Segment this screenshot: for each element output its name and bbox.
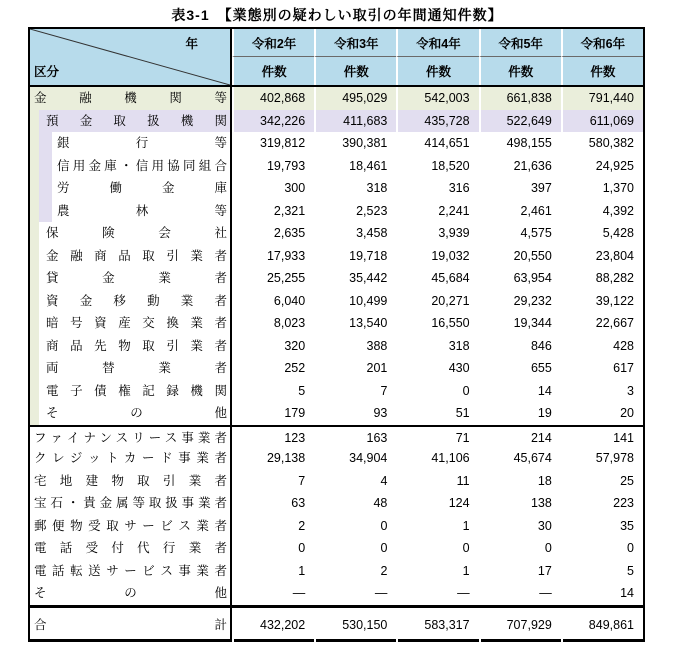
- cell-value: 316: [396, 177, 478, 200]
- cell-value: 138: [479, 492, 561, 515]
- cell-value: 63,954: [479, 267, 561, 290]
- corner-category-label: 区分: [34, 65, 60, 79]
- header-year-cell: 令和5年: [479, 29, 561, 57]
- row-label: 暗号資産交換業者: [46, 316, 227, 330]
- table-row: [30, 515, 643, 538]
- row-label: 農林等: [57, 203, 227, 218]
- table-row: [30, 560, 643, 583]
- table-body: [30, 87, 643, 639]
- row-label: 商品先物取引業者: [46, 338, 227, 353]
- row-label-cell: [30, 110, 232, 133]
- cell-value: 19: [479, 402, 561, 425]
- cell-value: 41,106: [396, 447, 478, 470]
- header-unit-cell: 件数: [479, 57, 561, 85]
- cell-value: 223: [561, 492, 643, 515]
- cell-value: 14: [479, 380, 561, 403]
- table-row: [30, 290, 643, 313]
- row-label: 宝石・貴金属等取扱事業者: [34, 496, 227, 510]
- cell-value: 214: [479, 427, 561, 450]
- table-corner-cell: [30, 29, 232, 85]
- cell-value: 39,122: [561, 290, 643, 313]
- cell-value: 23,804: [561, 245, 643, 268]
- cell-value: 397: [479, 177, 561, 200]
- cell-value: 8,023: [232, 312, 314, 335]
- cell-value: 707,929: [479, 608, 561, 642]
- cell-value: 495,029: [314, 87, 396, 110]
- header-year-cell: 令和6年: [561, 29, 643, 57]
- cell-value: 22,667: [561, 312, 643, 335]
- row-label-cell: [30, 492, 232, 515]
- table-header: [30, 29, 643, 87]
- row-label-cell: [30, 402, 232, 425]
- cell-value: 2,635: [232, 222, 314, 245]
- cell-value: 318: [314, 177, 396, 200]
- row-label: 貸金業者: [46, 271, 227, 285]
- cell-value: 48: [314, 492, 396, 515]
- cell-value: 252: [232, 357, 314, 380]
- row-label-cell: [30, 87, 232, 110]
- cell-value: 20: [561, 402, 643, 425]
- cell-value: 522,649: [479, 110, 561, 133]
- cell-value: 34,904: [314, 447, 396, 470]
- cell-value: 17,933: [232, 245, 314, 268]
- cell-value: 617: [561, 357, 643, 380]
- cell-value: 1: [396, 560, 478, 583]
- cell-value: 30: [479, 515, 561, 538]
- cell-value: 25: [561, 470, 643, 493]
- row-label: 金融機関等: [34, 91, 227, 105]
- row-label: 預金取扱機関: [46, 113, 227, 128]
- cell-value: 4: [314, 470, 396, 493]
- cell-value: 1,370: [561, 177, 643, 200]
- cell-value: 5: [232, 380, 314, 403]
- table-row: [30, 312, 643, 335]
- row-label-cell: [30, 200, 232, 223]
- header-unit-cell: 件数: [561, 57, 643, 85]
- row-label-cell: [30, 560, 232, 583]
- row-label-cell: [30, 380, 232, 403]
- header-unit-cell: 件数: [232, 57, 314, 85]
- cell-value: 14: [561, 582, 643, 605]
- cell-value: 0: [396, 537, 478, 560]
- cell-value: 388: [314, 335, 396, 358]
- table-row: [30, 470, 643, 493]
- table-row: [30, 447, 643, 470]
- cell-value: 3,458: [314, 222, 396, 245]
- cell-value: 93: [314, 402, 396, 425]
- cell-value: 18,520: [396, 155, 478, 178]
- cell-value: 2,461: [479, 200, 561, 223]
- cell-value: 402,868: [232, 87, 314, 110]
- row-label: ファイナンスリース事業者: [34, 430, 227, 445]
- cell-value: 1: [396, 515, 478, 538]
- row-label: 信用金庫・信用協同組合: [57, 158, 227, 173]
- row-label: 資金移動業者: [46, 293, 227, 308]
- cell-value: 20,271: [396, 290, 478, 313]
- row-label-cell: [30, 312, 232, 335]
- cell-value: 25,255: [232, 267, 314, 290]
- cell-value: 498,155: [479, 132, 561, 155]
- row-label-cell: [30, 290, 232, 313]
- row-label-cell: [30, 155, 232, 178]
- cell-value: 2,241: [396, 200, 478, 223]
- row-label-cell: [30, 582, 232, 605]
- cell-value: 57,978: [561, 447, 643, 470]
- row-label-cell: [30, 335, 232, 358]
- header-unit-cell: 件数: [314, 57, 396, 85]
- row-label-cell: [30, 357, 232, 380]
- header-year-cell: 令和4年: [396, 29, 478, 57]
- cell-value: 18: [479, 470, 561, 493]
- cell-value: 319,812: [232, 132, 314, 155]
- table-row: [30, 87, 643, 110]
- table-row: [30, 605, 643, 639]
- cell-value: 542,003: [396, 87, 478, 110]
- row-label-cell: [30, 267, 232, 290]
- row-label: 合計: [34, 617, 227, 632]
- table-row: [30, 380, 643, 403]
- cell-value: 6,040: [232, 290, 314, 313]
- cell-value: 18,461: [314, 155, 396, 178]
- cell-value: 2,321: [232, 200, 314, 223]
- row-label-cell: [30, 447, 232, 470]
- cell-value: 791,440: [561, 87, 643, 110]
- cell-value: 849,861: [561, 608, 643, 642]
- cell-value: 141: [561, 427, 643, 450]
- diagonal-divider-line: [30, 29, 230, 85]
- cell-value: 17: [479, 560, 561, 583]
- cell-value: 16,550: [396, 312, 478, 335]
- row-label: クレジットカード事業者: [34, 451, 227, 465]
- table-row: [30, 222, 643, 245]
- cell-value: 4,392: [561, 200, 643, 223]
- row-label-cell: [30, 537, 232, 560]
- cell-value: 10,499: [314, 290, 396, 313]
- cell-value: 0: [479, 537, 561, 560]
- table-row: [30, 402, 643, 425]
- row-label-cell: [30, 515, 232, 538]
- table-row: [30, 492, 643, 515]
- cell-value: 655: [479, 357, 561, 380]
- cell-value: 124: [396, 492, 478, 515]
- row-label-cell: [30, 608, 232, 642]
- cell-value: 435,728: [396, 110, 478, 133]
- row-label: 金融商品取引業者: [46, 248, 227, 263]
- cell-value: 661,838: [479, 87, 561, 110]
- table-row: [30, 582, 643, 605]
- cell-value: 414,651: [396, 132, 478, 155]
- row-label: 電話受付代行業者: [34, 541, 227, 555]
- cell-value: 300: [232, 177, 314, 200]
- cell-value: 21,636: [479, 155, 561, 178]
- cell-value: 2: [232, 515, 314, 538]
- cell-value: 0: [396, 380, 478, 403]
- cell-value: 71: [396, 427, 478, 450]
- cell-value: 846: [479, 335, 561, 358]
- table-row: [30, 357, 643, 380]
- notification-count-table: [28, 27, 645, 642]
- cell-value: 4,575: [479, 222, 561, 245]
- cell-value: 20,550: [479, 245, 561, 268]
- row-label: 労働金庫: [57, 181, 227, 195]
- cell-value: 45,674: [479, 447, 561, 470]
- table-row: [30, 132, 643, 155]
- row-label-cell: [30, 177, 232, 200]
- cell-value: 1: [232, 560, 314, 583]
- table-row: [30, 425, 643, 448]
- cell-value: 45,684: [396, 267, 478, 290]
- cell-value: 3,939: [396, 222, 478, 245]
- cell-value: 428: [561, 335, 643, 358]
- table-row: [30, 537, 643, 560]
- cell-value: 88,282: [561, 267, 643, 290]
- table-title: 表3-1 【業態別の疑わしい取引の年間通知件数】: [171, 7, 503, 23]
- cell-value: 19,344: [479, 312, 561, 335]
- cell-value: 19,718: [314, 245, 396, 268]
- cell-value: 611,069: [561, 110, 643, 133]
- cell-value: 19,032: [396, 245, 478, 268]
- cell-value: 19,793: [232, 155, 314, 178]
- cell-value: 3: [561, 380, 643, 403]
- row-label-cell: [30, 470, 232, 493]
- cell-value: 51: [396, 402, 478, 425]
- cell-value: 163: [314, 427, 396, 450]
- header-unit-cell: 件数: [396, 57, 478, 85]
- cell-value: 2: [314, 560, 396, 583]
- cell-value: 583,317: [396, 608, 478, 642]
- cell-value: 390,381: [314, 132, 396, 155]
- cell-value: 320: [232, 335, 314, 358]
- cell-value: 179: [232, 402, 314, 425]
- table-row: [30, 155, 643, 178]
- cell-value: ―: [232, 582, 314, 605]
- header-year-cell: 令和2年: [232, 29, 314, 57]
- row-label: その他: [46, 406, 227, 420]
- row-label-cell: [30, 427, 232, 450]
- cell-value: 201: [314, 357, 396, 380]
- row-label: 宅地建物取引業者: [34, 473, 227, 488]
- cell-value: 5,428: [561, 222, 643, 245]
- cell-value: 123: [232, 427, 314, 450]
- cell-value: 0: [561, 537, 643, 560]
- cell-value: 29,138: [232, 447, 314, 470]
- row-label: 電話転送サービス事業者: [34, 563, 227, 578]
- cell-value: 580,382: [561, 132, 643, 155]
- row-label-cell: [30, 132, 232, 155]
- cell-value: ―: [479, 582, 561, 605]
- cell-value: 430: [396, 357, 478, 380]
- cell-value: 7: [232, 470, 314, 493]
- header-year-cell: 令和3年: [314, 29, 396, 57]
- cell-value: 2,523: [314, 200, 396, 223]
- table-row: [30, 200, 643, 223]
- cell-value: 13,540: [314, 312, 396, 335]
- cell-value: 35,442: [314, 267, 396, 290]
- cell-value: 318: [396, 335, 478, 358]
- table-row: [30, 177, 643, 200]
- cell-value: 0: [232, 537, 314, 560]
- cell-value: ―: [314, 582, 396, 605]
- table-row: [30, 245, 643, 268]
- cell-value: ―: [396, 582, 478, 605]
- cell-value: 411,683: [314, 110, 396, 133]
- table-row: [30, 110, 643, 133]
- row-label: 両替業者: [46, 361, 227, 375]
- cell-value: 24,925: [561, 155, 643, 178]
- cell-value: 342,226: [232, 110, 314, 133]
- row-label: その他: [34, 586, 227, 600]
- cell-value: 7: [314, 380, 396, 403]
- cell-value: 5: [561, 560, 643, 583]
- cell-value: 530,150: [314, 608, 396, 642]
- cell-value: 11: [396, 470, 478, 493]
- table-row: [30, 267, 643, 290]
- row-label: 電子債権記録機関: [46, 383, 227, 398]
- cell-value: 0: [314, 537, 396, 560]
- cell-value: 63: [232, 492, 314, 515]
- row-label-cell: [30, 222, 232, 245]
- row-label: 銀行等: [57, 136, 227, 150]
- cell-value: 432,202: [232, 608, 314, 642]
- row-label: 郵便物受取サービス業者: [34, 518, 227, 533]
- corner-year-label: 年: [185, 37, 198, 51]
- cell-value: 35: [561, 515, 643, 538]
- row-label: 保険会社: [46, 226, 227, 240]
- cell-value: 29,232: [479, 290, 561, 313]
- row-label-cell: [30, 245, 232, 268]
- cell-value: 0: [314, 515, 396, 538]
- table-row: [30, 335, 643, 358]
